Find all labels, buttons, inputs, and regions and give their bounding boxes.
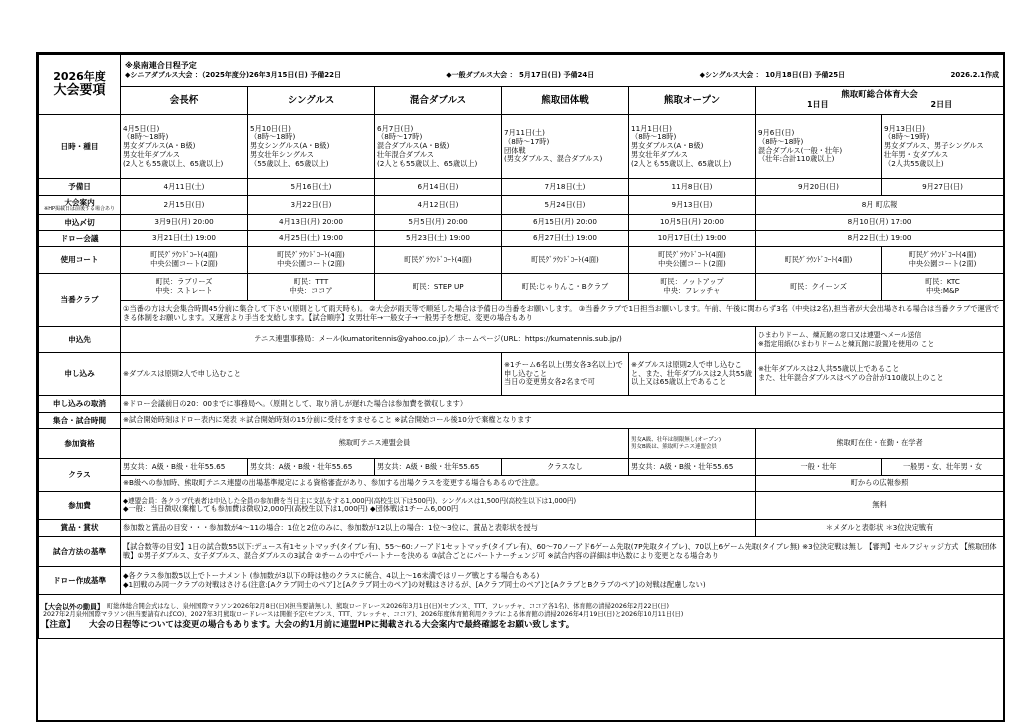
row-label-apply-to: 申込先: [39, 327, 121, 353]
notice-cell-5: 9月13日(日): [629, 196, 756, 215]
club-cell-3: 町民：STEP UP: [375, 274, 502, 301]
footer-cell: [39, 595, 1004, 639]
dates-cell-1: 4月5日(日) （8時～18時) 男女ダブルス(A・B級) 男女壮年ダブルス (2人とも55歳以上、65歳以上): [121, 115, 248, 179]
row-label-draw-rules: ドロー作成基準: [39, 567, 121, 595]
club-cell-6: 町民：クイーンズ: [756, 274, 882, 301]
club-cell-4: 町民:じゃりんこ・Bクラブ: [502, 274, 629, 301]
notice-label-note: ※HP掲載日は前後する場合あり: [44, 206, 115, 213]
draw-cell-5: 10月17日(土) 19:00: [629, 231, 756, 247]
fee-line-2: ◆一般：当日徴収(棄権しても参加費は徴収)2,000円(高校生以下は1,000円) ◆団体戦は1チーム6,000円: [123, 504, 459, 514]
footer-other-1: 町総体総合開会式はなし、泉州国際マラソン2026年2月8日(日)(担当要請無し)、熊取ロードレース2026年3月1日(日)(セブンス、TTT、フレッチャ、ココア各1名)、体育館の清掃2026年2月22日(日): [107, 602, 670, 610]
club-note: ①当番の方は大会集合時間45分前に集合して下さい(原則として雨天時も)。 ②大会が雨天等で順延した場合は予備日の当番をお願いします。 ③当番クラブで1日担当お願いします。午前、午後に関わらず3名（中央は2名),担当者が大会出場される場合は当番クラブで運営できる体制をお願いします。又運営より手当を支給します。【試合順序】女男壮年→一般女子→一般男子を想定、変更の場合もあり: [121, 301, 1004, 327]
notice-cell-1: 2月15日(日): [121, 196, 248, 215]
rules-text: 【試合数等の目安】1日の試合数55以下:デュース有1セットマッチ(タイブレ有)、55～60:ノーアド1セットマッチ(タイブレ有)、60～70ノーアド6ゲーム先取(7P先取タイブレ)、70以上6ゲーム先取(タイブレ無) ※3位決定戦は無し 【審判】セルフジャッジ方式 【熊取団体戦】①男子ダブルス、女子ダブルス、混合ダブルスの3試合 ②チームの中でパートナーを決める ③試合ごとにパートナーチェンジ可 ※試合内容の詳細は申込数により変更となる場合あり: [121, 537, 1004, 567]
draw-cell-town: 8月22日(土) 19:00: [756, 231, 1004, 247]
notice-cell-3: 4月12日(日): [375, 196, 502, 215]
quals-town: 熊取町在住・在勤・在学者: [756, 429, 1004, 459]
event-header-1: 会長杯: [121, 87, 248, 115]
row-label-courts: 使用コート: [39, 247, 121, 274]
schedule-singles: ◆シングルス大会 ： 10月18日(日) 予備25日: [699, 71, 846, 80]
schedule-created: 2026.2.1作成: [950, 71, 1000, 80]
apply-open: ※ダブルスは原則2人で申し込むこと、また、壮年ダブルスは2人共55歳以上又は65歳以上であること: [629, 353, 756, 396]
courts-cell-2: 町民ｸﾞﾗｳﾝﾄﾞｺｰﾄ(4面) 中央公園コート(2面): [248, 247, 375, 274]
deadline-cell-3: 5月5日(月) 20:00: [375, 215, 502, 231]
class-cell-4: クラスなし: [502, 459, 629, 476]
reserve-cell-5: 11月8日(日): [629, 179, 756, 196]
footer-other-label: 【大会以外の動員】: [41, 602, 104, 611]
club-cell-2: 町民：TTT 中央：ココア: [248, 274, 375, 301]
apply-to-town: ひまわりドーム、煉瓦館の窓口又は連盟へメール送信 ※指定用紙(ひまわりドームと煉瓦館に設置)を使用の こと: [756, 327, 1004, 353]
cancel-text: ※ドロー会議前日の20：00までに事務局へ。（原則として、取り消しが遅れた場合は参加費を徴収します）: [121, 396, 1004, 413]
row-label-gather: 集合・試合時間: [39, 413, 121, 429]
courts-cell-7: 町民ｸﾞﾗｳﾝﾄﾞｺｰﾄ(4面) 中央公園コート(2面): [882, 247, 1004, 274]
deadline-cell-4: 6月15日(月) 20:00: [502, 215, 629, 231]
town-event-name: 熊取町総合体育大会: [841, 89, 918, 100]
draw-rules-line-1: ◆各クラス参加数5以上でトーナメント (参加数が3以下の時は他のクラスに統合、4以上～16未満ではリーグ戦とする場合もある): [123, 570, 540, 580]
prize-town: ＊メダルと表彰状 ＊3位決定戦有: [756, 520, 1004, 537]
footer-note-label: 【注意】: [41, 619, 76, 630]
club-cell-7: 町民：KTC 中央:M&P: [882, 274, 1004, 301]
notice-cell-2: 3月22日(日): [248, 196, 375, 215]
title-name: 大会要項: [53, 83, 106, 99]
deadline-cell-town: 8月10日(月) 17:00: [756, 215, 1004, 231]
courts-cell-5: 町民ｸﾞﾗｳﾝﾄﾞｺｰﾄ(4面) 中央公園コート(2面): [629, 247, 756, 274]
title-year: 2026年度: [53, 69, 106, 83]
reserve-cell-6: 9月20日(日): [756, 179, 882, 196]
schedule-senior: ◆シニアダブルス大会 ：（2025年度分)26年3月15日(日) 予備22日: [125, 71, 341, 80]
event-header-2: シングルス: [248, 87, 375, 115]
row-label-quals: 参加資格: [39, 429, 121, 459]
town-event-day2: 2日目: [930, 100, 953, 110]
class-cell-3: 男女共：A級・B級・壮年55.65: [375, 459, 502, 476]
schedule-general: ◆一般ダブルス大会 ： 5月17日(日) 予備24日: [446, 71, 595, 80]
dates-cell-6: 9月6日(日) （8時～18時) 混合ダブルス(一般・壮年) （壮年:合計110歳以上): [756, 115, 882, 179]
quals-main: 熊取町テニス連盟会員: [121, 429, 629, 459]
notice-cell-town: 8月 町広報: [756, 196, 1004, 215]
deadline-cell-5: 10月5日(月) 20:00: [629, 215, 756, 231]
courts-cell-3: 町民ｸﾞﾗｳﾝﾄﾞｺｰﾄ(4面): [375, 247, 502, 274]
apply-main: ※ダブルスは原則2人で申し込むこと: [121, 353, 502, 396]
class-town-note: 町からの広報参照: [756, 476, 1004, 492]
courts-cell-4: 町民ｸﾞﾗｳﾝﾄﾞｺｰﾄ(4面): [502, 247, 629, 274]
draw-cell-4: 6月27日(土) 19:00: [502, 231, 629, 247]
reserve-cell-7: 9月27日(日): [882, 179, 1004, 196]
schedule-heading: ※泉南連合日程予定: [125, 61, 197, 71]
row-label-cancel: 申し込みの取消: [39, 396, 121, 413]
class-note: ※B級への参加時、熊取町テニス連盟の出場基準規定による資格審査があり、参加する出場クラスを変更する場合もあるので注意。: [121, 476, 756, 492]
gather-text: ※試合開始時刻はドロー表内に発表 ＊試合開始時刻の15分前に受付をすませること ※試合開始コール後10分で棄権となります: [121, 413, 1004, 429]
row-label-fee: 参加費: [39, 492, 121, 520]
dates-cell-2: 5月10日(日) （8時～18時) 男女シングルス(A・B級) 男女壮年シングルス （55歳以上、65歳以上): [248, 115, 375, 179]
deadline-cell-2: 4月13日(月) 20:00: [248, 215, 375, 231]
draw-rules-cell: [121, 567, 1004, 595]
town-event-day1: 1日目: [806, 100, 829, 110]
event-header-5: 熊取オープン: [629, 87, 756, 115]
row-label-dates: 日時・種目: [39, 115, 121, 179]
fee-line-1: ◆連盟会員：各クラブ代表者は申込した全員の参加費を当日主に支払をする1,000円(高校生以下は500円)、シングルスは1,500円(高校生以下は1,000円): [123, 497, 577, 506]
dates-cell-7: 9月13日(日) （8時～19時) 男女ダブルス、男子シングルス 壮年男・女ダブルス （2人共55歳以上): [882, 115, 1004, 179]
apply-to-main: テニス連盟事務局：メール(kumatoritennis@yahoo.co.jp)／ ホームページ(URL：https://kumatennis.sub.jp/): [121, 327, 756, 353]
town-event-header: [756, 87, 1004, 115]
event-header-3: 混合ダブルス: [375, 87, 502, 115]
row-label-class: クラス: [39, 459, 121, 492]
row-label-apply: 申し込み: [39, 353, 121, 396]
schedule-cell: [121, 55, 1004, 87]
reserve-cell-4: 7月18日(土): [502, 179, 629, 196]
draw-cell-3: 5月23日(土) 19:00: [375, 231, 502, 247]
apply-team: ※1チーム6名以上(男女各3名以上)で申し込むこと 当日の変更男女各2名まで可: [502, 353, 629, 396]
reserve-cell-1: 4月11日(土): [121, 179, 248, 196]
reserve-cell-3: 6月14日(日): [375, 179, 502, 196]
row-label-draw: ドロー会議: [39, 231, 121, 247]
dates-cell-4: 7月11日(土) （8時～17時) 団体戦 (男女ダブルス、混合ダブルス): [502, 115, 629, 179]
row-label-reserve: 予備日: [39, 179, 121, 196]
class-cell-1: 男女共：A級・B級・壮年55.65: [121, 459, 248, 476]
row-label-prize: 賞品・賞状: [39, 520, 121, 537]
class-cell-2: 男女共：A級・B級・壮年55.65: [248, 459, 375, 476]
fee-town: 無料: [756, 492, 1004, 520]
courts-cell-1: 町民ｸﾞﾗｳﾝﾄﾞｺｰﾄ(4面) 中央公園コート(2面): [121, 247, 248, 274]
prize-main: 参加数と賞品の目安・・・参加数が4～11の場合：1位と2位のみに、参加数が12以上の場合：1位～3位に、賞品と表彰状を授与: [121, 520, 756, 537]
class-cell-5: 男女共：A級・B級・壮年55.65: [629, 459, 756, 476]
draw-cell-1: 3月21日(土) 19:00: [121, 231, 248, 247]
tournament-guide-sheet: [36, 52, 1005, 722]
row-label-notice: [39, 196, 121, 215]
dates-cell-3: 6月7日(日) （8時～17時) 混合ダブルス(A・B級) 壮年混合ダブルス (2人とも55歳以上、65歳以上): [375, 115, 502, 179]
quals-open: 男女A級、壮年は制限無し(オープン) 男女B級は、熊取町テニス連盟会員: [629, 429, 756, 459]
row-label-club: 当番クラブ: [39, 274, 121, 327]
fee-main: [121, 492, 756, 520]
club-cell-5: 町民：ノットアップ 中央：フレッチャ: [629, 274, 756, 301]
title-cell: [39, 55, 121, 115]
dates-cell-5: 11月1日(日) （8時～18時) 男女ダブルス(A・B級) 男女壮年ダブルス (2人とも55歳以上、65歳以上): [629, 115, 756, 179]
club-cell-1: 町民：ラブリーズ 中央：ストレート: [121, 274, 248, 301]
row-label-rules: 試合方法の基準: [39, 537, 121, 567]
tournament-table: [38, 54, 1004, 639]
row-label-deadline: 申込〆切: [39, 215, 121, 231]
class-cell-6: 一般・壮年: [756, 459, 882, 476]
notice-label: 大会案内: [64, 197, 95, 207]
footer-note: 大会の日程等については変更の場合もあります。大会の約1月前に連盟HPに掲載される大会案内で最終確認をお願い致します。: [89, 619, 575, 630]
courts-cell-6: 町民ｸﾞﾗｳﾝﾄﾞｺｰﾄ(4面): [756, 247, 882, 274]
class-cell-7: 一般男・女、壮年男・女: [882, 459, 1004, 476]
event-header-4: 熊取団体戦: [502, 87, 629, 115]
reserve-cell-2: 5月16日(土): [248, 179, 375, 196]
footer-other-2: 2027年2月泉州国際マラソン(担当要請有ればCO)、2027年3月熊取ロードレースは開催予定(セブンス、TTT、フレッチャ、ココア)、2026年度体育館利用クラブによる体育館の清掃2026年4月19日(日)と2026年10月11日(日): [43, 611, 684, 619]
draw-cell-2: 4月25日(土) 19:00: [248, 231, 375, 247]
deadline-cell-1: 3月9日(月) 20:00: [121, 215, 248, 231]
apply-town: ※壮年ダブルスは2人共55歳以上であること また、壮年混合ダブルスはペアの合計が110歳以上のこと: [756, 353, 1004, 396]
draw-rules-line-2: ◆1回戦のみ同一クラブの対戦はさける(注意:[Aクラブ同士のペア]と[Aクラブ同士のペア]の対戦はさけるが、[Aクラブ同士のペア]と[AクラブとBクラブのペア]の対戦は配慮しない): [123, 579, 706, 589]
notice-cell-4: 5月24日(日): [502, 196, 629, 215]
